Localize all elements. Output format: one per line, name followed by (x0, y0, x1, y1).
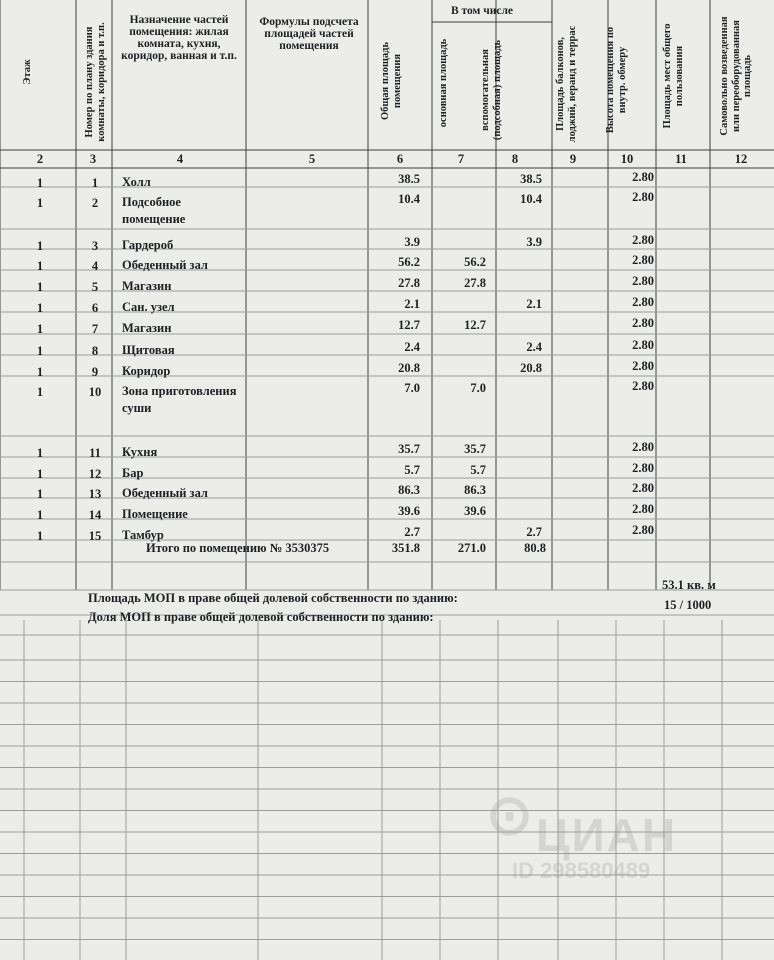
watermark-id: ID 298580489 (512, 858, 651, 883)
cell-height: 2.80 (632, 274, 654, 288)
cell-aux: 38.5 (520, 172, 542, 186)
cell-floor: 1 (36, 467, 44, 481)
header-formula: Формулы подсчета площадей частей помещения (259, 16, 359, 52)
header-purpose: Назначение частей помещения: жилая комната, кухня, коридор, ванная и т.п. (121, 14, 237, 62)
cell-total: 5.7 (404, 463, 420, 477)
cell-num: 15 (88, 529, 102, 543)
cell-main: 27.8 (464, 276, 486, 290)
cell-name: Кухня (122, 445, 158, 459)
cell-total: 27.8 (398, 276, 420, 290)
cell-total: 12.7 (398, 318, 420, 332)
cell-num: 9 (91, 365, 99, 379)
cell-name: Холл (122, 175, 151, 189)
cell-floor: 1 (36, 280, 44, 294)
cell-height: 2.80 (632, 379, 654, 393)
total-row-total-area: 351.8 (391, 541, 420, 555)
column-number: 11 (675, 152, 687, 166)
cell-height: 2.80 (632, 316, 654, 330)
cell-num: 5 (91, 280, 99, 294)
total-row-label: Итого по помещению № 3530375 (146, 541, 330, 555)
cell-floor: 1 (36, 344, 44, 358)
cell-num: 12 (88, 467, 102, 481)
cell-total: 35.7 (398, 442, 420, 456)
cell-height: 2.80 (632, 338, 654, 352)
column-number: 9 (569, 152, 577, 166)
cell-height: 2.80 (632, 523, 654, 537)
cell-floor: 1 (36, 322, 44, 336)
header-main-area: основная площадь (438, 38, 449, 128)
cell-num: 3 (91, 239, 99, 253)
cell-total: 56.2 (398, 255, 420, 269)
cell-total: 7.0 (404, 381, 420, 395)
cell-name: Гардероб (122, 238, 174, 252)
cell-name: Щитовая (122, 343, 175, 357)
cell-name: Магазин (122, 321, 172, 335)
cell-height: 2.80 (632, 481, 654, 495)
cell-num: 7 (91, 322, 99, 336)
cell-num: 10 (88, 385, 102, 399)
cell-name: Бар (122, 466, 144, 480)
cell-main: 56.2 (464, 255, 486, 269)
cell-total: 20.8 (398, 361, 420, 375)
cell-height: 2.80 (632, 295, 654, 309)
cell-name: Обеденный зал (122, 486, 208, 500)
cell-aux: 10.4 (520, 192, 542, 206)
cell-floor: 1 (36, 446, 44, 460)
cell-floor: 1 (36, 301, 44, 315)
mop-share-label: Доля МОП в праве общей долевой собственности по зданию: (88, 610, 434, 624)
cell-main: 35.7 (464, 442, 486, 456)
cell-name: Коридор (122, 364, 171, 378)
column-number: 8 (511, 152, 519, 166)
cell-main: 12.7 (464, 318, 486, 332)
cell-floor: 1 (36, 259, 44, 273)
cell-total: 3.9 (404, 235, 420, 249)
cell-name: Сан. узел (122, 300, 175, 314)
header-total-area: Общая площадь помещения (380, 42, 403, 121)
header-aux-area: вспомогательная (подсобная) площадь (480, 39, 503, 141)
cell-name: Подсобное помещение (122, 195, 186, 226)
watermark-brand: ЦИАН (536, 809, 678, 861)
column-number: 5 (308, 152, 316, 166)
header-group: В том числе (450, 5, 514, 17)
total-row-aux-area: 80.8 (524, 541, 546, 555)
cell-name: Тамбур (122, 528, 164, 542)
cell-name: Магазин (122, 279, 172, 293)
cell-aux: 2.7 (526, 525, 542, 539)
cell-name: Помещение (122, 507, 188, 521)
cell-total: 39.6 (398, 504, 420, 518)
total-row-main-area: 271.0 (457, 541, 486, 555)
cell-floor: 1 (36, 508, 44, 522)
cell-floor: 1 (36, 487, 44, 501)
cell-num: 1 (91, 176, 99, 190)
cell-name: Обеденный зал (122, 258, 208, 272)
cell-floor: 1 (36, 196, 44, 210)
cell-total: 2.1 (404, 297, 420, 311)
cell-height: 2.80 (632, 170, 654, 184)
column-number: 12 (734, 152, 748, 166)
cell-aux: 3.9 (526, 235, 542, 249)
header-self-built: Самовольно возведенная или переоборудованная площадь (719, 16, 753, 136)
cell-num: 6 (91, 301, 99, 315)
column-number: 2 (36, 152, 44, 166)
cell-floor: 1 (36, 176, 44, 190)
cell-aux: 2.1 (526, 297, 542, 311)
cell-floor: 1 (36, 529, 44, 543)
mop-area-value: 53.1 кв. м (662, 578, 716, 592)
cell-main: 39.6 (464, 504, 486, 518)
cell-height: 2.80 (632, 359, 654, 373)
cell-num: 2 (91, 196, 99, 210)
cell-floor: 1 (36, 385, 44, 399)
cell-height: 2.80 (632, 440, 654, 454)
cell-height: 2.80 (632, 190, 654, 204)
cell-height: 2.80 (632, 502, 654, 516)
cell-aux: 2.4 (526, 340, 542, 354)
mop-share-value: 15 / 1000 (664, 598, 712, 612)
cell-main: 5.7 (470, 463, 486, 477)
cell-total: 2.7 (404, 525, 420, 539)
cell-aux: 20.8 (520, 361, 542, 375)
column-number: 10 (620, 152, 634, 166)
cell-total: 10.4 (398, 192, 420, 206)
header-balcony: Площадь балконов, лоджий, веранд и террас (555, 25, 578, 143)
column-number: 4 (176, 152, 184, 166)
cell-height: 2.80 (632, 233, 654, 247)
cell-total: 86.3 (398, 483, 420, 497)
cell-num: 4 (91, 259, 99, 273)
column-number: 6 (396, 152, 404, 166)
column-number: 3 (89, 152, 97, 166)
cell-floor: 1 (36, 365, 44, 379)
cell-height: 2.80 (632, 461, 654, 475)
cell-floor: 1 (36, 239, 44, 253)
cell-main: 7.0 (470, 381, 486, 395)
watermark-logo-icon: ⊙ (486, 783, 533, 846)
header-room-number: Номер по плану здания комнаты, коридора и т.п. (84, 22, 107, 142)
mop-area-label: Площадь МОП в праве общей долевой собственности по зданию: (88, 591, 458, 605)
header-floor: Этаж (22, 59, 33, 85)
header-height: Высота помещения по внутр. обмеру (605, 26, 628, 134)
cell-total: 38.5 (398, 172, 420, 186)
cell-num: 13 (88, 487, 102, 501)
header-common-places: Площадь мест общего пользования (662, 23, 685, 129)
cell-height: 2.80 (632, 253, 654, 267)
cell-name: Зона приготовления суши (122, 384, 237, 415)
column-number: 7 (457, 152, 465, 166)
cell-num: 14 (88, 508, 102, 522)
cell-main: 86.3 (464, 483, 486, 497)
cell-total: 2.4 (404, 340, 420, 354)
cell-num: 8 (91, 344, 99, 358)
cell-num: 11 (89, 446, 101, 460)
